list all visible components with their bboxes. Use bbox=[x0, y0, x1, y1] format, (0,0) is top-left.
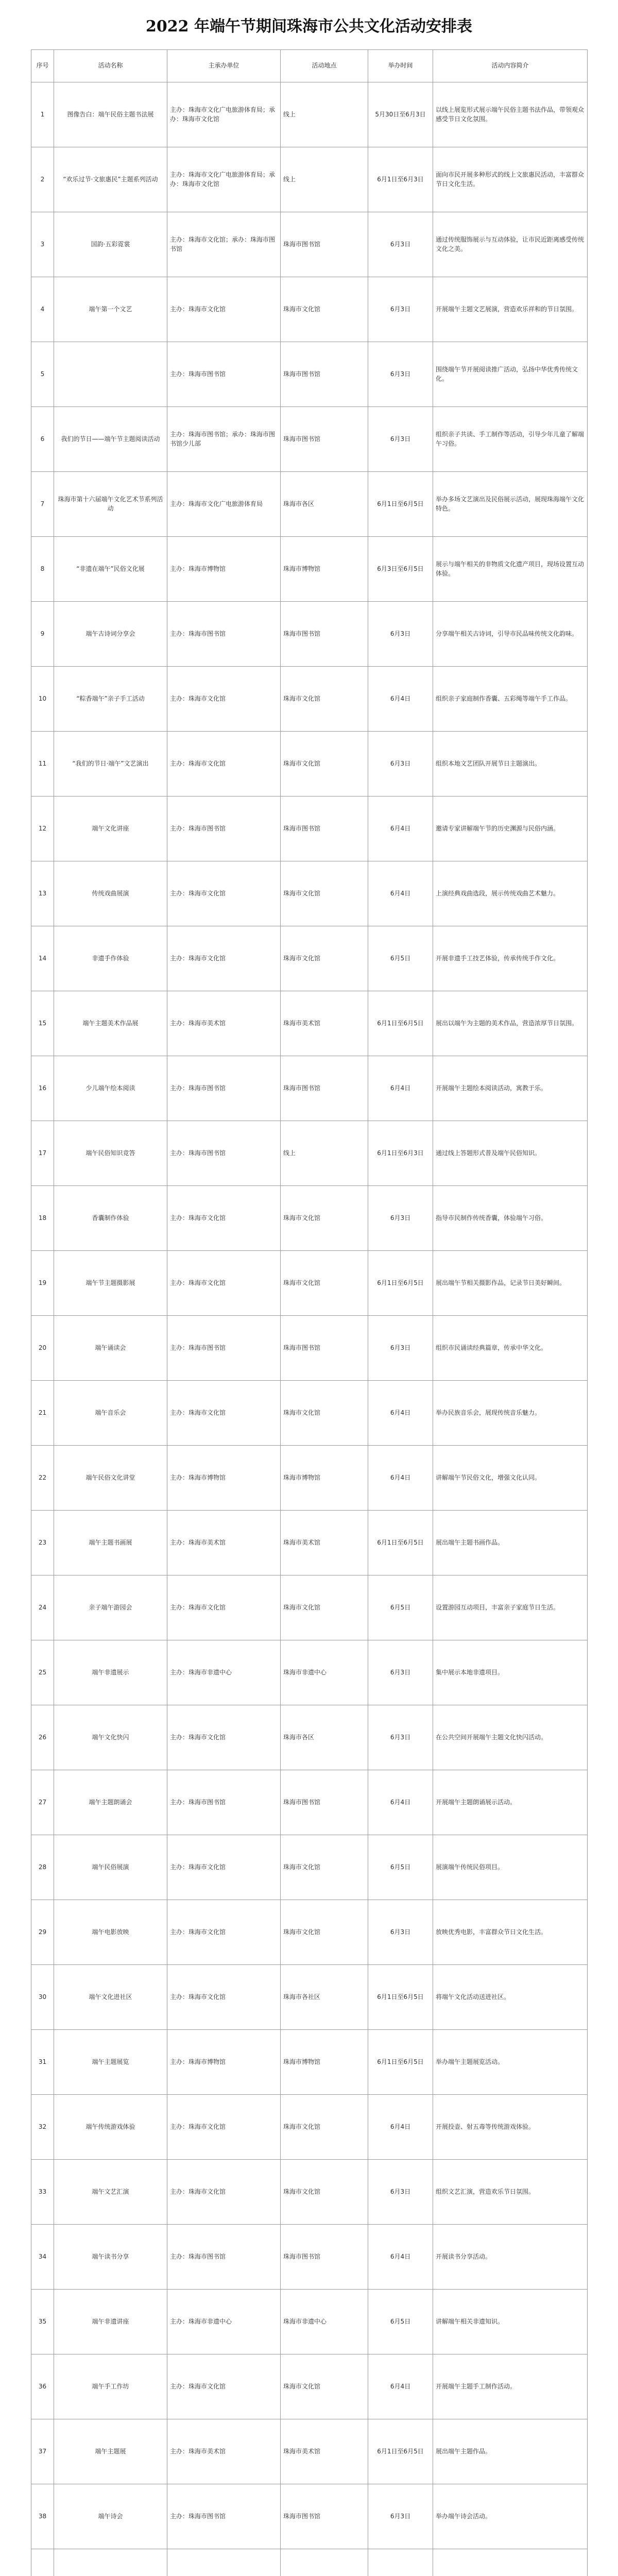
row-index: 22 bbox=[31, 1446, 54, 1511]
time-cell: 6月3日 bbox=[368, 277, 433, 342]
location-cell: 珠海市文化馆 bbox=[281, 2160, 368, 2225]
location-cell: 珠海市美术馆 bbox=[281, 2419, 368, 2484]
location-cell: 珠海市博物馆 bbox=[281, 1446, 368, 1511]
time-cell: 6月3日 bbox=[368, 1186, 433, 1251]
organizer-cell: 主办：珠海市图书馆 bbox=[167, 1056, 281, 1121]
description-cell: 通过传统服饰展示与互动体验，让市民近距离感受传统文化之美。 bbox=[433, 212, 588, 277]
row-index: 21 bbox=[31, 1381, 54, 1446]
table-row bbox=[31, 1835, 588, 1900]
location-cell: 珠海市文化馆 bbox=[281, 1186, 368, 1251]
description-cell: 讲解端午相关非遗知识。 bbox=[433, 2290, 588, 2354]
table-row bbox=[31, 1511, 588, 1575]
row-index: 36 bbox=[31, 2354, 54, 2419]
organizer-cell: 主办：珠海市文化馆 bbox=[167, 1705, 281, 1770]
row-index: 14 bbox=[31, 926, 54, 991]
table-row bbox=[31, 2030, 588, 2095]
header-index: 序号 bbox=[31, 50, 54, 82]
description-cell: 展示与端午相关的非物质文化遗产项目，现场设置互动体验。 bbox=[433, 537, 588, 602]
row-index: 5 bbox=[31, 342, 54, 407]
time-cell: 6月1日至6月5日 bbox=[368, 2030, 433, 2095]
time-cell: 6月4日 bbox=[368, 667, 433, 732]
activity-name bbox=[54, 2549, 167, 2576]
table-row bbox=[31, 796, 588, 861]
activity-name: 少儿端午绘本阅读 bbox=[54, 1056, 167, 1121]
activity-name: 端午文化快闪 bbox=[54, 1705, 167, 1770]
organizer-cell: 主办：珠海市图书馆 bbox=[167, 1121, 281, 1186]
row-index: 15 bbox=[31, 991, 54, 1056]
time-cell: 6月4日 bbox=[368, 1381, 433, 1446]
row-index: 3 bbox=[31, 212, 54, 277]
row-index bbox=[31, 2549, 54, 2576]
activity-name: 非遗手作体验 bbox=[54, 926, 167, 991]
row-index: 23 bbox=[31, 1511, 54, 1575]
organizer-cell: 主办：珠海市文化馆 bbox=[167, 2160, 281, 2225]
time-cell: 6月4日 bbox=[368, 2225, 433, 2290]
description-cell: 展出端午主题书画作品。 bbox=[433, 1511, 588, 1575]
location-cell: 珠海市各社区 bbox=[281, 1965, 368, 2030]
row-index: 38 bbox=[31, 2484, 54, 2549]
description-cell: 围绕端午节开展阅读推广活动，弘扬中华优秀传统文化。 bbox=[433, 342, 588, 407]
activity-name: “欢乐过节·文旅惠民”主题系列活动 bbox=[54, 147, 167, 212]
activity-name: 端午电影放映 bbox=[54, 1900, 167, 1965]
time-cell: 6月3日 bbox=[368, 342, 433, 407]
organizer-cell: 主办：珠海市文化馆 bbox=[167, 1965, 281, 2030]
header-name: 活动名称 bbox=[54, 50, 167, 82]
header-organizer: 主承办单位 bbox=[167, 50, 281, 82]
location-cell: 珠海市图书馆 bbox=[281, 1056, 368, 1121]
table-row bbox=[31, 537, 588, 602]
activity-name: 端午主题展览 bbox=[54, 2030, 167, 2095]
row-index: 7 bbox=[31, 472, 54, 537]
organizer-cell: 主办：珠海市非遗中心 bbox=[167, 2290, 281, 2354]
table-row bbox=[31, 2354, 588, 2419]
time-cell: 6月3日 bbox=[368, 1640, 433, 1705]
row-index: 17 bbox=[31, 1121, 54, 1186]
organizer-cell: 主办：珠海市美术馆 bbox=[167, 991, 281, 1056]
description-cell: 将端午文化活动送进社区。 bbox=[433, 1965, 588, 2030]
description-cell: 开展端午主题手工制作活动。 bbox=[433, 2354, 588, 2419]
description-cell: 举办多场文艺演出及民俗展示活动，展现珠海端午文化特色。 bbox=[433, 472, 588, 537]
row-index: 30 bbox=[31, 1965, 54, 2030]
table-body bbox=[31, 82, 588, 2576]
activity-name: 端午民俗展演 bbox=[54, 1835, 167, 1900]
schedule-table bbox=[31, 49, 588, 2576]
location-cell: 珠海市图书馆 bbox=[281, 602, 368, 667]
time-cell: 5月30日至6月3日 bbox=[368, 82, 433, 147]
time-cell: 6月1日至6月5日 bbox=[368, 2419, 433, 2484]
time-cell: 6月3日 bbox=[368, 602, 433, 667]
row-index: 35 bbox=[31, 2290, 54, 2354]
organizer-cell: 主办：珠海市博物馆 bbox=[167, 2030, 281, 2095]
activity-name: 端午非遗展示 bbox=[54, 1640, 167, 1705]
description-cell: 开展读书分享活动。 bbox=[433, 2225, 588, 2290]
description-cell: 组织文艺汇演，营造欢乐节日氛围。 bbox=[433, 2160, 588, 2225]
location-cell: 珠海市文化馆 bbox=[281, 2095, 368, 2160]
table-row bbox=[31, 1446, 588, 1511]
row-index: 27 bbox=[31, 1770, 54, 1835]
activity-name: 端午主题美术作品展 bbox=[54, 991, 167, 1056]
table-row bbox=[31, 2484, 588, 2549]
organizer-cell: 主办：珠海市文化馆 bbox=[167, 1251, 281, 1316]
table-row bbox=[31, 1705, 588, 1770]
row-index: 37 bbox=[31, 2419, 54, 2484]
description-cell: 组织亲子家庭制作香囊、五彩绳等端午手工作品。 bbox=[433, 667, 588, 732]
organizer-cell: 主办：珠海市博物馆 bbox=[167, 1446, 281, 1511]
row-index: 26 bbox=[31, 1705, 54, 1770]
row-index: 20 bbox=[31, 1316, 54, 1381]
time-cell: 6月3日 bbox=[368, 407, 433, 472]
table-row bbox=[31, 1186, 588, 1251]
organizer-cell: 主办：珠海市图书馆 bbox=[167, 1316, 281, 1381]
organizer-cell: 主办：珠海市图书馆 bbox=[167, 2225, 281, 2290]
activity-name: 端午诵读会 bbox=[54, 1316, 167, 1381]
table-row bbox=[31, 1316, 588, 1381]
time-cell: 6月3日至6月5日 bbox=[368, 537, 433, 602]
table-row bbox=[31, 2160, 588, 2225]
location-cell: 珠海市各区 bbox=[281, 1705, 368, 1770]
time-cell: 6月3日 bbox=[368, 732, 433, 796]
row-index: 18 bbox=[31, 1186, 54, 1251]
activity-name: “我们的节日·端午”文艺演出 bbox=[54, 732, 167, 796]
location-cell: 珠海市文化馆 bbox=[281, 861, 368, 926]
description-cell: 组织市民诵读经典篇章，传承中华文化。 bbox=[433, 1316, 588, 1381]
activity-name: 端午古诗词分享会 bbox=[54, 602, 167, 667]
row-index: 33 bbox=[31, 2160, 54, 2225]
description-cell: 集中展示本地非遗项目。 bbox=[433, 1640, 588, 1705]
description-cell: 举办端午诗会活动。 bbox=[433, 2484, 588, 2549]
table-row bbox=[31, 1900, 588, 1965]
description-cell: 开展非遗手工技艺体验，传承传统手作文化。 bbox=[433, 926, 588, 991]
table-row bbox=[31, 407, 588, 472]
organizer-cell: 主办：珠海市文化广电旅游体育局；承办：珠海市文化馆 bbox=[167, 82, 281, 147]
row-index: 8 bbox=[31, 537, 54, 602]
description-cell: 展出以端午为主题的美术作品，营造浓厚节日氛围。 bbox=[433, 991, 588, 1056]
table-row bbox=[31, 2095, 588, 2160]
table-row bbox=[31, 926, 588, 991]
description-cell: 举办端午主题展览活动。 bbox=[433, 2030, 588, 2095]
location-cell: 珠海市文化馆 bbox=[281, 1251, 368, 1316]
location-cell: 珠海市图书馆 bbox=[281, 1316, 368, 1381]
time-cell: 6月5日 bbox=[368, 926, 433, 991]
page-title: 2022 年端午节期间珠海市公共文化活动安排表 bbox=[146, 18, 472, 36]
activity-name: 端午主题朗诵会 bbox=[54, 1770, 167, 1835]
description-cell: 指导市民制作传统香囊，体验端午习俗。 bbox=[433, 1186, 588, 1251]
location-cell: 珠海市非遗中心 bbox=[281, 1640, 368, 1705]
activity-name: 端午文艺汇演 bbox=[54, 2160, 167, 2225]
table-row bbox=[31, 732, 588, 796]
location-cell: 珠海市图书馆 bbox=[281, 342, 368, 407]
location-cell bbox=[281, 2549, 368, 2576]
time-cell: 6月3日 bbox=[368, 1900, 433, 1965]
description-cell: 邀请专家讲解端午节的历史渊源与民俗内涵。 bbox=[433, 796, 588, 861]
organizer-cell: 主办：珠海市文化馆 bbox=[167, 1900, 281, 1965]
table-row bbox=[31, 1640, 588, 1705]
organizer-cell: 主办：珠海市文化馆 bbox=[167, 1381, 281, 1446]
table-row bbox=[31, 342, 588, 407]
row-index: 34 bbox=[31, 2225, 54, 2290]
activity-name: 端午文化进社区 bbox=[54, 1965, 167, 2030]
organizer-cell: 主办：珠海市文化馆 bbox=[167, 1835, 281, 1900]
time-cell: 6月1日至6月5日 bbox=[368, 472, 433, 537]
table-row bbox=[31, 147, 588, 212]
activity-name: 我们的节日——端午节主题阅读活动 bbox=[54, 407, 167, 472]
location-cell: 珠海市文化馆 bbox=[281, 1900, 368, 1965]
organizer-cell: 主办：珠海市文化馆 bbox=[167, 277, 281, 342]
row-index: 25 bbox=[31, 1640, 54, 1705]
location-cell: 线上 bbox=[281, 147, 368, 212]
activity-name: 端午民俗文化讲堂 bbox=[54, 1446, 167, 1511]
description-cell: 展演端午传统民俗项目。 bbox=[433, 1835, 588, 1900]
organizer-cell: 主办：珠海市文化馆 bbox=[167, 926, 281, 991]
location-cell: 珠海市文化馆 bbox=[281, 277, 368, 342]
activity-name: 珠海市第十六届端午文化艺术节系列活动 bbox=[54, 472, 167, 537]
organizer-cell: 主办：珠海市文化馆 bbox=[167, 1575, 281, 1640]
description-cell: 通过线上答题形式普及端午民俗知识。 bbox=[433, 1121, 588, 1186]
table-row bbox=[31, 602, 588, 667]
table-row bbox=[31, 1121, 588, 1186]
description-cell: 分享端午相关古诗词，引导市民品味传统文化韵味。 bbox=[433, 602, 588, 667]
organizer-cell: 主办：珠海市文化馆 bbox=[167, 2095, 281, 2160]
table-row bbox=[31, 2225, 588, 2290]
time-cell: 6月4日 bbox=[368, 1446, 433, 1511]
description-cell: 开展投壶、射五毒等传统游戏体验。 bbox=[433, 2095, 588, 2160]
row-index: 29 bbox=[31, 1900, 54, 1965]
location-cell: 珠海市文化馆 bbox=[281, 1575, 368, 1640]
description-cell: 开展端午主题文艺展演，营造欢乐祥和的节日氛围。 bbox=[433, 277, 588, 342]
organizer-cell: 主办：珠海市图书馆 bbox=[167, 796, 281, 861]
description-cell: 展出端午主题作品。 bbox=[433, 2419, 588, 2484]
location-cell: 珠海市文化馆 bbox=[281, 926, 368, 991]
activity-name: 端午主题展 bbox=[54, 2419, 167, 2484]
time-cell: 6月4日 bbox=[368, 1770, 433, 1835]
row-index: 19 bbox=[31, 1251, 54, 1316]
location-cell: 珠海市文化馆 bbox=[281, 1381, 368, 1446]
table-row bbox=[31, 667, 588, 732]
time-cell: 6月1日至6月5日 bbox=[368, 1965, 433, 2030]
description-cell: 举办民族音乐会，展现传统音乐魅力。 bbox=[433, 1381, 588, 1446]
header-time: 举办时间 bbox=[368, 50, 433, 82]
description-cell: 上演经典戏曲选段，展示传统戏曲艺术魅力。 bbox=[433, 861, 588, 926]
table-row bbox=[31, 1575, 588, 1640]
row-index: 10 bbox=[31, 667, 54, 732]
row-index: 4 bbox=[31, 277, 54, 342]
time-cell: 6月5日 bbox=[368, 1835, 433, 1900]
activity-name: 端午音乐会 bbox=[54, 1381, 167, 1446]
organizer-cell: 主办：珠海市图书馆 bbox=[167, 342, 281, 407]
row-index: 24 bbox=[31, 1575, 54, 1640]
activity-name: 国韵·五彩霓裳 bbox=[54, 212, 167, 277]
organizer-cell: 主办：珠海市非遗中心 bbox=[167, 1640, 281, 1705]
time-cell: 6月3日 bbox=[368, 2484, 433, 2549]
time-cell: 6月1日至6月5日 bbox=[368, 1251, 433, 1316]
row-index: 31 bbox=[31, 2030, 54, 2095]
description-cell: 组织亲子共读、手工制作等活动，引导少年儿童了解端午习俗。 bbox=[433, 407, 588, 472]
activity-name: “非遗在端午”民俗文化展 bbox=[54, 537, 167, 602]
activity-name: 端午诗会 bbox=[54, 2484, 167, 2549]
activity-name: 端午民俗知识竞答 bbox=[54, 1121, 167, 1186]
description-cell: 组织本地文艺团队开展节日主题演出。 bbox=[433, 732, 588, 796]
organizer-cell: 主办：珠海市文化馆 bbox=[167, 1186, 281, 1251]
table-row bbox=[31, 1251, 588, 1316]
time-cell: 6月1日至6月3日 bbox=[368, 147, 433, 212]
organizer-cell: 主办：珠海市文化馆 bbox=[167, 667, 281, 732]
location-cell: 珠海市图书馆 bbox=[281, 407, 368, 472]
location-cell: 珠海市非遗中心 bbox=[281, 2290, 368, 2354]
organizer-cell: 主办：珠海市文化广电旅游体育局；承办：珠海市文化馆 bbox=[167, 147, 281, 212]
organizer-cell: 主办：珠海市美术馆 bbox=[167, 1511, 281, 1575]
table-row bbox=[31, 1056, 588, 1121]
location-cell: 珠海市文化馆 bbox=[281, 2354, 368, 2419]
row-index: 32 bbox=[31, 2095, 54, 2160]
location-cell: 珠海市文化馆 bbox=[281, 732, 368, 796]
row-index: 13 bbox=[31, 861, 54, 926]
time-cell: 6月4日 bbox=[368, 796, 433, 861]
description-cell bbox=[433, 2549, 588, 2576]
time-cell: 6月4日 bbox=[368, 2354, 433, 2419]
activity-name: 端午手工作坊 bbox=[54, 2354, 167, 2419]
row-index: 16 bbox=[31, 1056, 54, 1121]
activity-name: 端午读书分享 bbox=[54, 2225, 167, 2290]
description-cell: 开展端午主题绘本阅读活动，寓教于乐。 bbox=[433, 1056, 588, 1121]
row-index: 6 bbox=[31, 407, 54, 472]
time-cell: 6月5日 bbox=[368, 1575, 433, 1640]
time-cell: 6月3日 bbox=[368, 1705, 433, 1770]
organizer-cell: 主办：珠海市图书馆 bbox=[167, 602, 281, 667]
location-cell: 珠海市图书馆 bbox=[281, 212, 368, 277]
description-cell: 展出端午节相关摄影作品，记录节日美好瞬间。 bbox=[433, 1251, 588, 1316]
time-cell: 6月4日 bbox=[368, 1056, 433, 1121]
table-row bbox=[31, 1965, 588, 2030]
row-index: 28 bbox=[31, 1835, 54, 1900]
location-cell: 珠海市图书馆 bbox=[281, 2484, 368, 2549]
row-index: 11 bbox=[31, 732, 54, 796]
table-row bbox=[31, 2290, 588, 2354]
organizer-cell: 主办：珠海市文化馆 bbox=[167, 732, 281, 796]
activity-name: 亲子端午游园会 bbox=[54, 1575, 167, 1640]
location-cell: 珠海市文化馆 bbox=[281, 667, 368, 732]
table-row bbox=[31, 472, 588, 537]
description-cell: 讲解端午节民俗文化，增强文化认同。 bbox=[433, 1446, 588, 1511]
location-cell: 珠海市图书馆 bbox=[281, 2225, 368, 2290]
location-cell: 珠海市图书馆 bbox=[281, 796, 368, 861]
organizer-cell: 主办：珠海市博物馆 bbox=[167, 537, 281, 602]
time-cell: 6月3日 bbox=[368, 2160, 433, 2225]
time-cell: 6月1日至6月3日 bbox=[368, 1121, 433, 1186]
organizer-cell: 主办：珠海市文化广电旅游体育局 bbox=[167, 472, 281, 537]
table-row bbox=[31, 2549, 588, 2576]
table-row bbox=[31, 1770, 588, 1835]
time-cell: 6月1日至6月5日 bbox=[368, 1511, 433, 1575]
description-cell: 设置游园互动项目，丰富亲子家庭节日生活。 bbox=[433, 1575, 588, 1640]
location-cell: 珠海市美术馆 bbox=[281, 1511, 368, 1575]
description-cell: 面向市民开展多种形式的线上文旅惠民活动，丰富群众节日文化生活。 bbox=[433, 147, 588, 212]
time-cell: 6月3日 bbox=[368, 1316, 433, 1381]
location-cell: 线上 bbox=[281, 1121, 368, 1186]
organizer-cell bbox=[167, 2549, 281, 2576]
table-row bbox=[31, 861, 588, 926]
location-cell: 珠海市美术馆 bbox=[281, 991, 368, 1056]
activity-name: 端午主题书画展 bbox=[54, 1511, 167, 1575]
table-row bbox=[31, 2419, 588, 2484]
description-cell: 放映优秀电影，丰富群众节日文化生活。 bbox=[433, 1900, 588, 1965]
activity-name: 端午节主题摄影展 bbox=[54, 1251, 167, 1316]
organizer-cell: 主办：珠海市文化馆；承办：珠海市图书馆 bbox=[167, 212, 281, 277]
activity-name: 端午传统游戏体验 bbox=[54, 2095, 167, 2160]
time-cell bbox=[368, 2549, 433, 2576]
organizer-cell: 主办：珠海市文化馆 bbox=[167, 861, 281, 926]
table-row bbox=[31, 991, 588, 1056]
table-header-row bbox=[31, 50, 588, 82]
location-cell: 珠海市博物馆 bbox=[281, 537, 368, 602]
header-description: 活动内容简介 bbox=[433, 50, 588, 82]
activity-name: 图像告白：端午民俗主题书法展 bbox=[54, 82, 167, 147]
description-cell: 开展端午主题朗诵展示活动。 bbox=[433, 1770, 588, 1835]
time-cell: 6月4日 bbox=[368, 861, 433, 926]
activity-name: 端午非遗讲座 bbox=[54, 2290, 167, 2354]
time-cell: 6月5日 bbox=[368, 2290, 433, 2354]
description-cell: 在公共空间开展端午主题文化快闪活动。 bbox=[433, 1705, 588, 1770]
time-cell: 6月3日 bbox=[368, 212, 433, 277]
activity-name bbox=[54, 342, 167, 407]
activity-name: 传统戏曲展演 bbox=[54, 861, 167, 926]
location-cell: 珠海市博物馆 bbox=[281, 2030, 368, 2095]
location-cell: 珠海市各区 bbox=[281, 472, 368, 537]
organizer-cell: 主办：珠海市图书馆 bbox=[167, 1770, 281, 1835]
table-row bbox=[31, 212, 588, 277]
header-location: 活动地点 bbox=[281, 50, 368, 82]
row-index: 12 bbox=[31, 796, 54, 861]
organizer-cell: 主办：珠海市图书馆；承办：珠海市图书馆少儿部 bbox=[167, 407, 281, 472]
row-index: 9 bbox=[31, 602, 54, 667]
row-index: 2 bbox=[31, 147, 54, 212]
table-row bbox=[31, 82, 588, 147]
row-index: 1 bbox=[31, 82, 54, 147]
organizer-cell: 主办：珠海市文化馆 bbox=[167, 2354, 281, 2419]
location-cell: 珠海市图书馆 bbox=[281, 1770, 368, 1835]
time-cell: 6月4日 bbox=[368, 2095, 433, 2160]
table-row bbox=[31, 1381, 588, 1446]
location-cell: 线上 bbox=[281, 82, 368, 147]
activity-name: 端午第一个文艺 bbox=[54, 277, 167, 342]
time-cell: 6月1日至6月5日 bbox=[368, 991, 433, 1056]
location-cell: 珠海市文化馆 bbox=[281, 1835, 368, 1900]
activity-name: 端午文化讲座 bbox=[54, 796, 167, 861]
organizer-cell: 主办：珠海市图书馆 bbox=[167, 2484, 281, 2549]
activity-name: 香囊制作体验 bbox=[54, 1186, 167, 1251]
activity-name: “粽香端午”亲子手工活动 bbox=[54, 667, 167, 732]
table-row bbox=[31, 277, 588, 342]
description-cell: 以线上展览形式展示端午民俗主题书法作品，带领观众感受节日文化氛围。 bbox=[433, 82, 588, 147]
organizer-cell: 主办：珠海市美术馆 bbox=[167, 2419, 281, 2484]
